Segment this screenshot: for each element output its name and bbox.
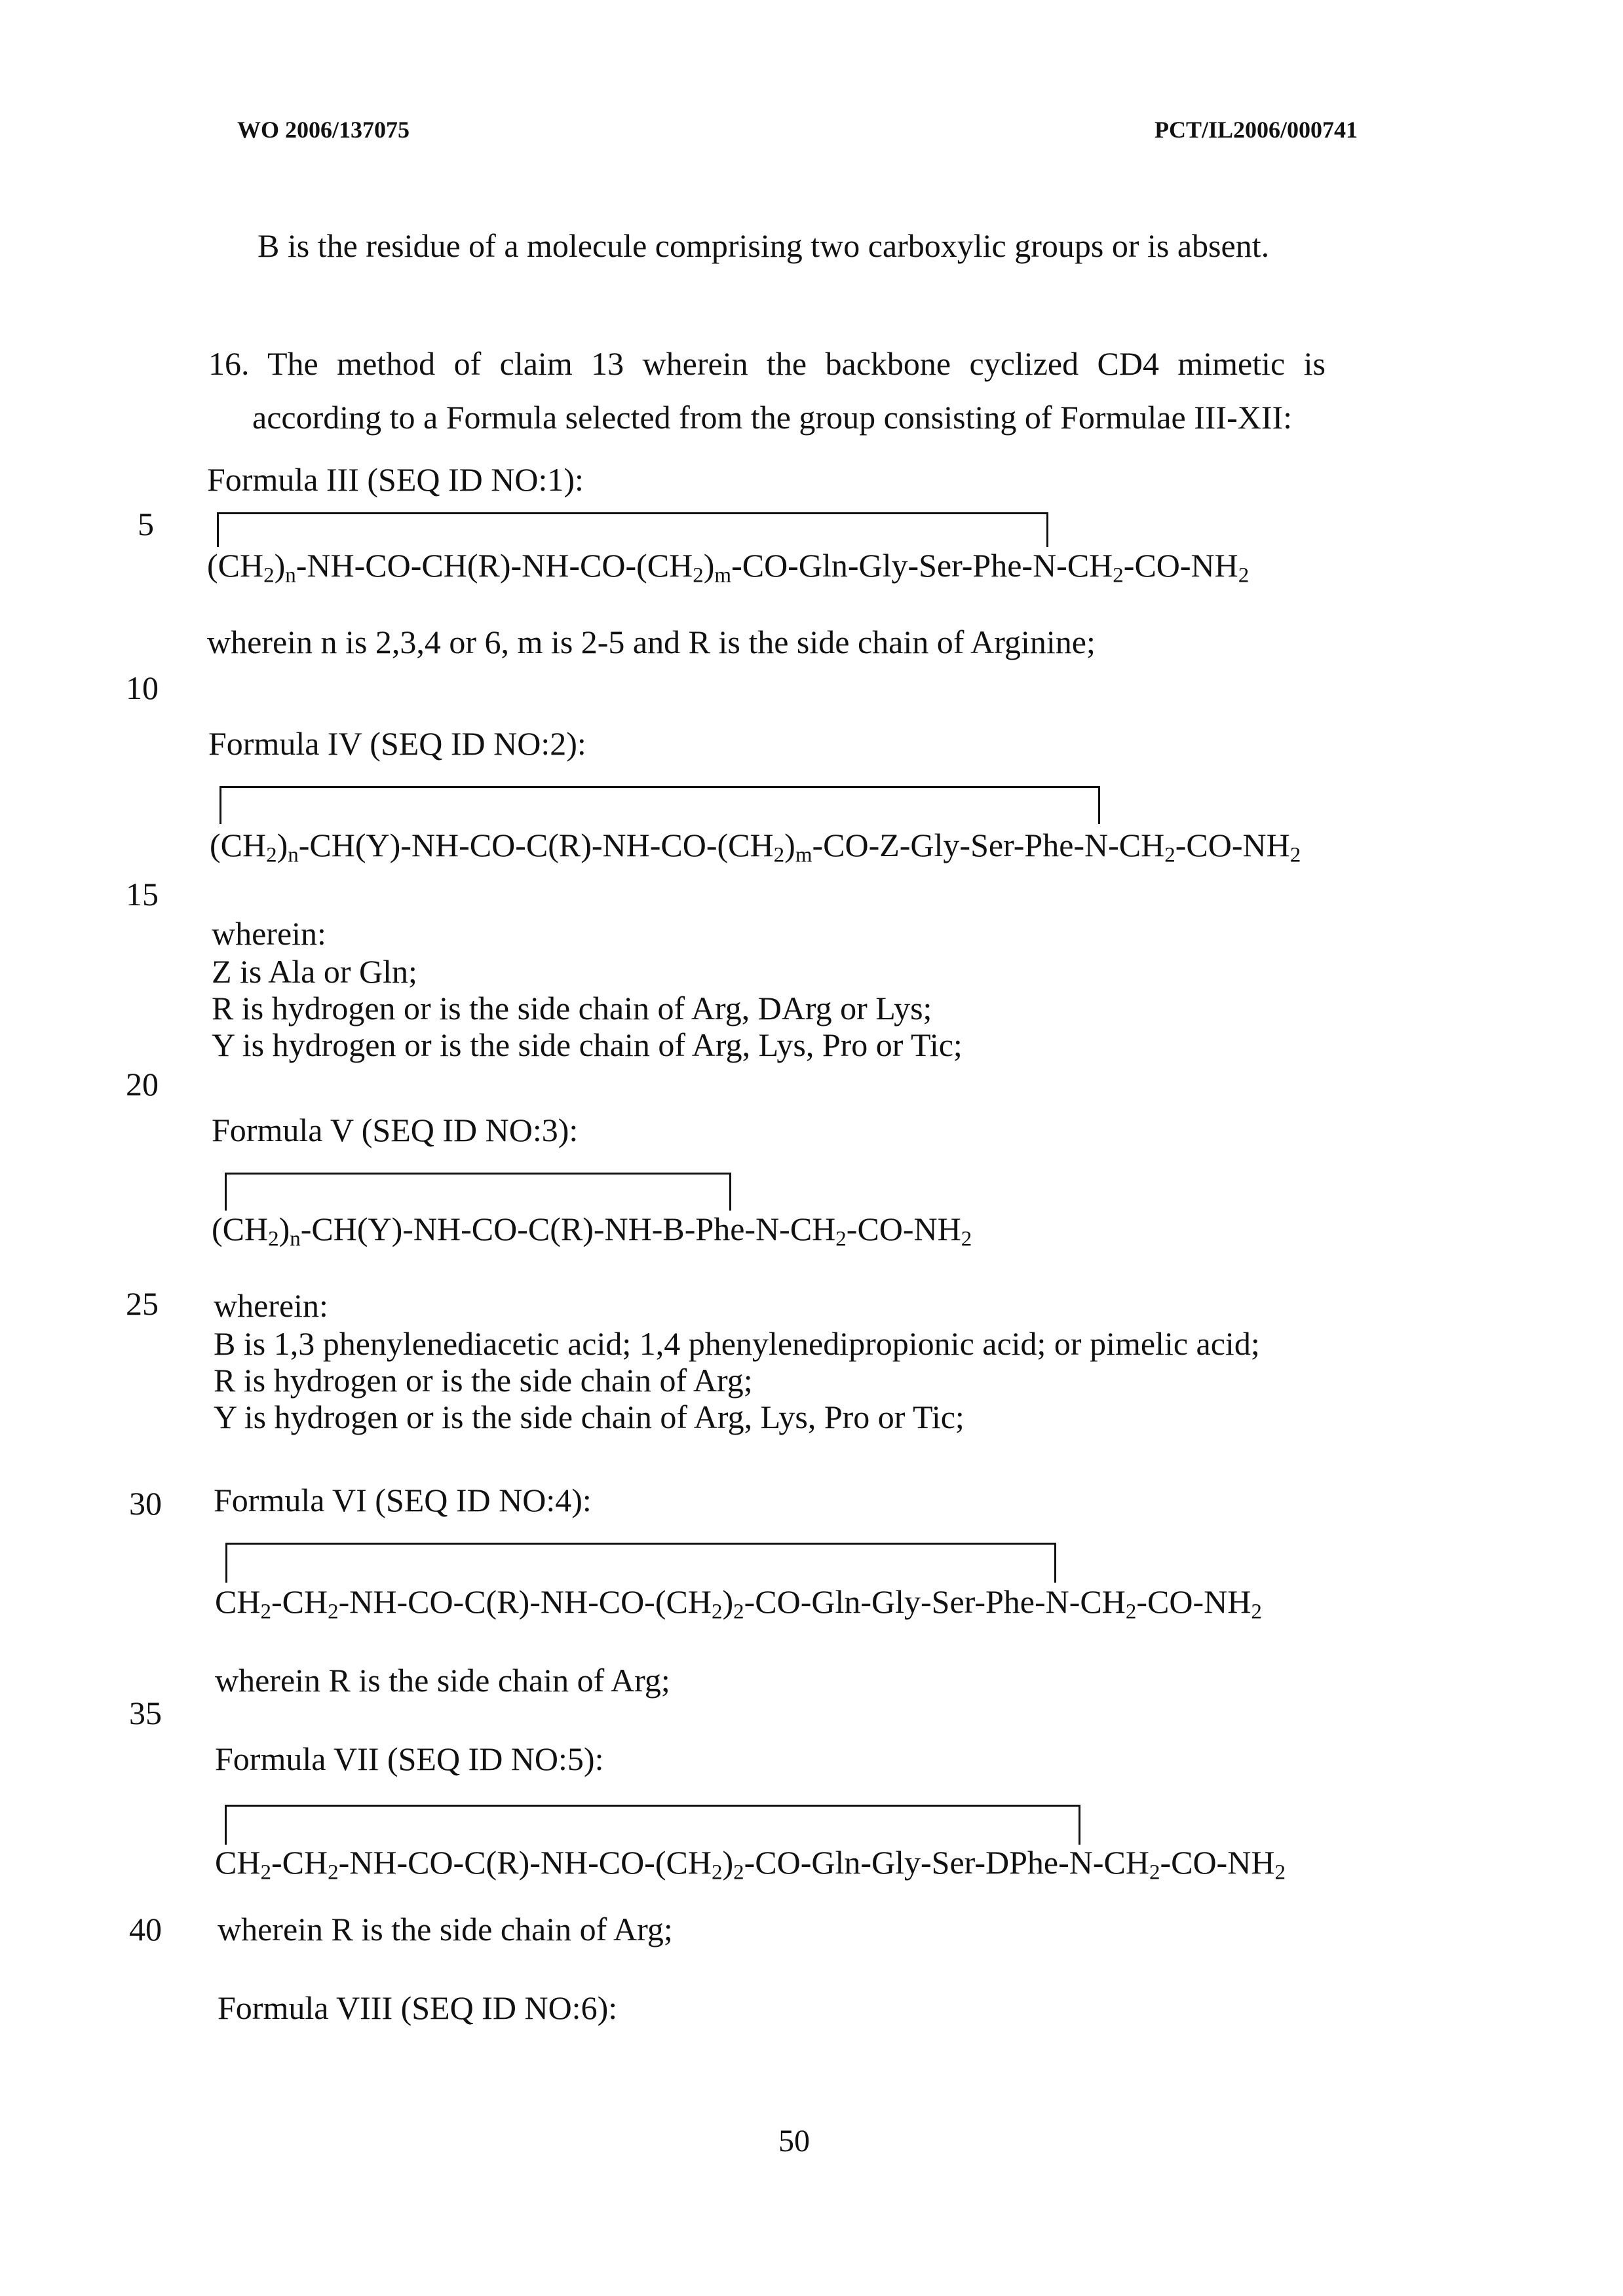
formula-vii-note: wherein R is the side chain of Arg; [218, 1911, 673, 1948]
line-number: 35 [129, 1695, 162, 1731]
line-number: 10 [126, 669, 159, 706]
cyclization-bracket [225, 1173, 731, 1211]
claim-16-line-1: 16. The method of claim 13 wherein the backbone cyclized CD4 mimetic is [208, 345, 1326, 382]
formula-v-line: Y is hydrogen or is the side chain of Arg, Lys, Pro or Tic; [214, 1399, 964, 1435]
formula-iv-line: Y is hydrogen or is the side chain of Arg, Lys, Pro or Tic; [212, 1026, 963, 1063]
cyclization-bracket [225, 1805, 1080, 1845]
formula-iv-structure: $(CH_2)_n-CH(Y)-NH-CO-C(R)-NH-CO-(CH_2)_m-CO-Z-Gly-Ser-Phe-N-CH_2-CO-NH_2$ [210, 827, 1301, 867]
formula-iv-wherein: wherein: [212, 915, 326, 952]
formula-vi-structure: $CH_2-CH_2-NH-CO-C(R)-NH-CO-(CH_2)_2-CO-Gln-Gly-Ser-Phe-N-CH_2-CO-NH_2$ [215, 1583, 1262, 1624]
formula-v-line: R is hydrogen or is the side chain of Arg; [214, 1362, 753, 1399]
formula-iv-title: Formula IV (SEQ ID NO:2): [208, 725, 586, 762]
line-number: 20 [126, 1066, 159, 1102]
application-number: PCT/IL2006/000741 [1155, 117, 1358, 143]
formula-iv-line: Z is Ala or Gln; [212, 953, 417, 990]
formula-iii-structure: $(CH_2)_n-NH-CO-CH(R)-NH-CO-(CH_2)_m-CO-Gln-Gly-Ser-Phe-N-CH_2-CO-NH_2$ [207, 547, 1250, 588]
line-number: 5 [138, 506, 154, 542]
formula-v-line: B is 1,3 phenylenediacetic acid; 1,4 phenylenedipropionic acid; or pimelic acid; [214, 1325, 1260, 1362]
formula-vi-note: wherein R is the side chain of Arg; [215, 1662, 670, 1699]
formula-iii-note: wherein n is 2,3,4 or 6, m is 2-5 and R is the side chain of Arginine; [207, 624, 1096, 660]
claim-16-line-2: according to a Formula selected from the group consisting of Formulae III-XII: [252, 399, 1293, 436]
publication-number: WO 2006/137075 [237, 117, 410, 143]
line-number: 25 [126, 1285, 159, 1322]
formula-vii-title: Formula VII (SEQ ID NO:5): [215, 1741, 604, 1777]
page-number: 50 [778, 2124, 810, 2158]
formula-vii-structure: $CH_2-CH_2-NH-CO-C(R)-NH-CO-(CH_2)_2-CO-Gln-Gly-Ser-DPhe-N-CH_2-CO-NH_2$ [215, 1844, 1286, 1885]
line-number: 30 [129, 1485, 162, 1522]
formula-vi-title: Formula VI (SEQ ID NO:4): [214, 1482, 592, 1518]
formula-viii-title: Formula VIII (SEQ ID NO:6): [218, 1989, 618, 2026]
formula-v-title: Formula V (SEQ ID NO:3): [212, 1112, 579, 1148]
intro-line: B is the residue of a molecule comprising two carboxylic groups or is absent. [258, 227, 1270, 264]
cyclization-bracket [225, 1543, 1056, 1583]
formula-v-wherein: wherein: [214, 1287, 328, 1324]
formula-iii-title: Formula III (SEQ ID NO:1): [207, 461, 584, 498]
formula-iv-line: R is hydrogen or is the side chain of Arg, DArg or Lys; [212, 990, 932, 1026]
cyclization-bracket [220, 786, 1100, 824]
line-number: 15 [126, 876, 159, 913]
line-number: 40 [129, 1911, 162, 1948]
formula-v-structure: $(CH_2)_n-CH(Y)-NH-CO-C(R)-NH-B-Phe-N-CH_2-CO-NH_2$ [212, 1211, 972, 1251]
cyclization-bracket [217, 512, 1048, 547]
